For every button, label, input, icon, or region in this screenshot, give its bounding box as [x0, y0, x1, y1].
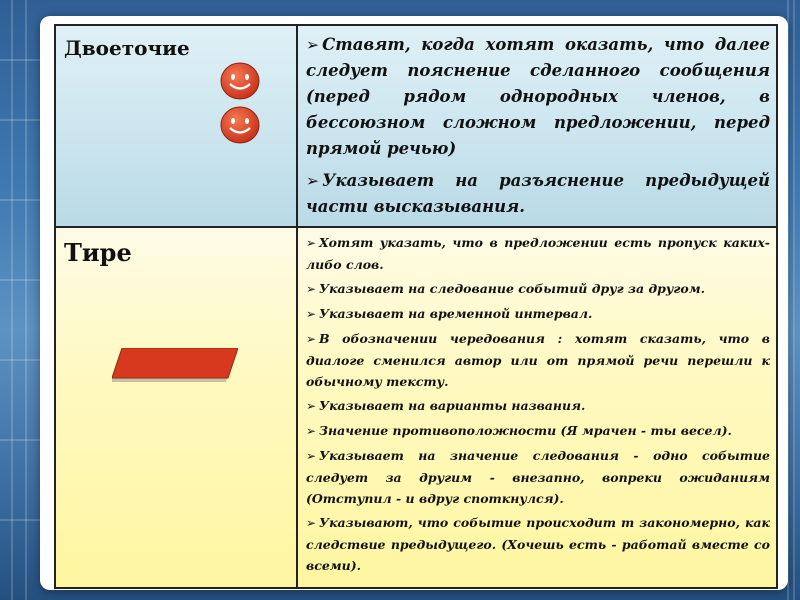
list-item: ➢ Значение противоположности (Я мрачен - ты весел).	[306, 423, 732, 438]
smiley-icon	[220, 62, 260, 100]
list-item: ➢ Хотят указать, что в предложении есть пропуск каких-либо слов.	[306, 235, 770, 272]
arrow-bullet-icon: ➢	[306, 424, 316, 438]
colon-rules-list	[298, 26, 776, 220]
dash-rules-list	[298, 228, 776, 576]
arrow-bullet-icon: ➢	[306, 332, 316, 346]
dash-rules-cell	[297, 227, 777, 588]
list-item: ➢ Указывает на следование событий друг за другом.	[306, 281, 705, 296]
colon-label-cell	[55, 25, 297, 227]
colon-rules-cell	[297, 25, 777, 227]
arrow-bullet-icon: ➢	[306, 236, 316, 250]
colon-label: Двоеточие	[64, 36, 190, 60]
arrow-bullet-icon: ➢	[306, 35, 320, 54]
smiley-icon	[220, 106, 260, 144]
colon-row	[55, 25, 777, 227]
dash-label: Тире	[64, 238, 132, 267]
list-item: ➢ Указывает на значение следования - одно событие следует за другим - внезапно, вопреки ожиданиям (Отступил - и вдруг споткнулся).	[306, 448, 770, 506]
list-item: ➢ Указывает на варианты названия.	[306, 398, 586, 413]
dash-label-cell	[55, 227, 297, 588]
list-item: ➢ Ставят, когда хотят оказать, что далее следует пояснение сделанного сообщения (перед рядом однородных членов, в бессоюзном сложном предложении, перед прямой речью)	[306, 35, 770, 158]
list-item: ➢ Указывает на временной интервал.	[306, 306, 593, 321]
list-item: ➢ Указывает на разъяснение предыдущей части высказывания.	[306, 171, 770, 216]
dash-row	[55, 227, 777, 588]
arrow-bullet-icon: ➢	[306, 307, 316, 321]
arrow-bullet-icon: ➢	[306, 171, 320, 190]
list-item: ➢ В обозначении чередования : хотят сказать, что в диалоге сменился автор или от прямой речи перешли к обычному тексту.	[306, 331, 770, 389]
arrow-bullet-icon: ➢	[306, 282, 316, 296]
punctuation-table	[54, 24, 778, 589]
arrow-bullet-icon: ➢	[306, 516, 316, 530]
arrow-bullet-icon: ➢	[306, 449, 316, 463]
arrow-bullet-icon: ➢	[306, 399, 316, 413]
list-item: ➢ Указывают, что событие происходит т закономерно, как следствие предыдущего. (Хочешь есть - работай вместе со всеми).	[306, 515, 770, 573]
dash-shape-icon	[112, 348, 238, 382]
